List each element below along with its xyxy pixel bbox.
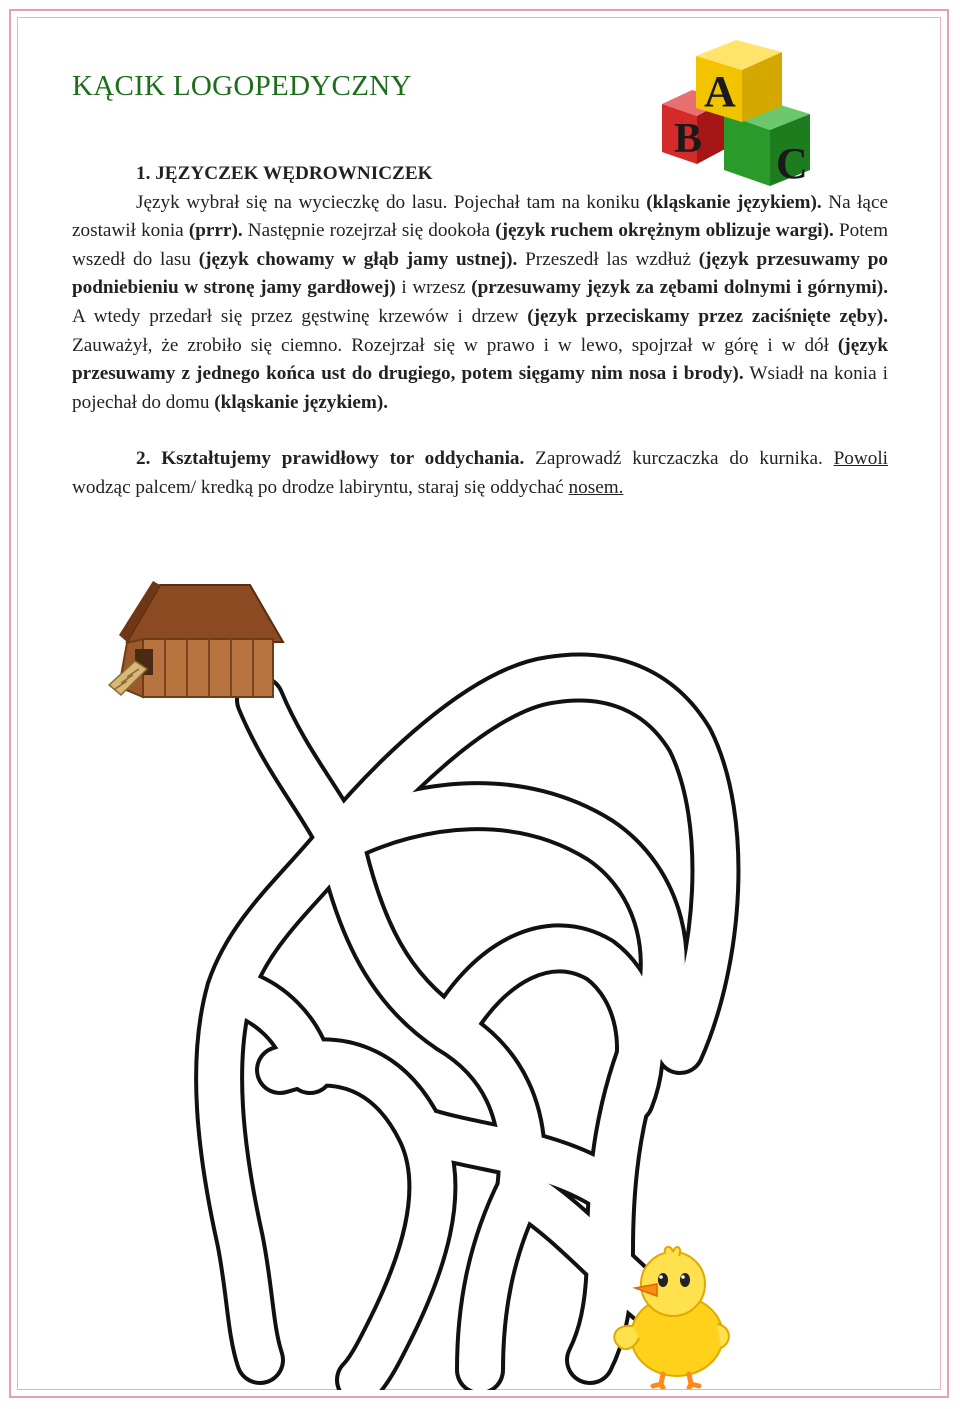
section2-underlined-2: nosem.	[568, 476, 624, 498]
page-title: KĄCIK LOGOPEDYCZNY	[72, 70, 412, 102]
story-text: Przeszedł las wzdłuż	[517, 248, 699, 270]
exercise-action: (język chowamy w głąb jamy ustnej).	[198, 248, 518, 270]
story-text: Język wybrał się na wycieczkę do lasu. Pojechał tam na koniku	[136, 191, 647, 213]
story-text: Zauważył, że zrobiło się ciemno. Rozejrzał się w prawo i w lewo, spojrzał w górę i w dół	[72, 334, 838, 356]
section2-instruction-2: wodząc palcem/ kredką po drodze labiryntu, staraj się oddychać	[72, 476, 569, 498]
chick-icon	[605, 1244, 735, 1389]
exercise-text	[72, 160, 888, 503]
block-letter-a: A	[704, 67, 736, 116]
section2-heading: 2. Kształtujemy prawidłowy tor oddychania.	[136, 448, 525, 470]
story-text: i wrzesz	[395, 277, 472, 299]
exercise-action: (język przesuwamy z jednego końca ust do drugiego, potem sięgamy nim nosa i brody).	[72, 334, 888, 385]
exercise-action: (język przesuwamy po podniebieniu w stronę jamy gardłowej)	[72, 248, 888, 299]
section2-underlined-1: Powoli	[833, 448, 888, 470]
exercise-action: (przesuwamy język za zębami dolnymi i górnymi).	[471, 277, 888, 299]
section1-heading: 1. JĘZYCZEK WĘDROWNICZEK	[136, 163, 433, 184]
exercise-action: (język ruchem okrężnym oblizuje wargi).	[495, 220, 834, 242]
exercise-action: (kląskanie językiem).	[214, 391, 389, 413]
section2-paragraph	[72, 445, 888, 502]
story-text: Wsiadł na konia i pojechał do domu	[72, 363, 888, 413]
story-text: A wtedy przedarł się przez gęstwinę krzewów i drzew	[72, 305, 528, 327]
section2-instruction-1: Zaprowadź kurczaczka do kurnika.	[524, 448, 834, 470]
block-a	[696, 40, 782, 122]
story-text: Na łące zostawił konia	[72, 191, 888, 242]
exercise-action: (kląskanie językiem).	[646, 191, 822, 213]
exercise-action: (prrr).	[188, 220, 243, 242]
story-text: Potem wszedł do lasu	[72, 220, 888, 270]
block-letter-c: C	[776, 139, 808, 188]
chicken-coop-icon	[105, 577, 285, 702]
block-letter-b: B	[674, 116, 703, 162]
story-text: Następnie rozejrzał się dookoła	[242, 220, 496, 242]
section1-body	[72, 189, 888, 418]
exercise-action: (język przeciskamy przez zaciśnięte zęby).	[527, 305, 888, 327]
